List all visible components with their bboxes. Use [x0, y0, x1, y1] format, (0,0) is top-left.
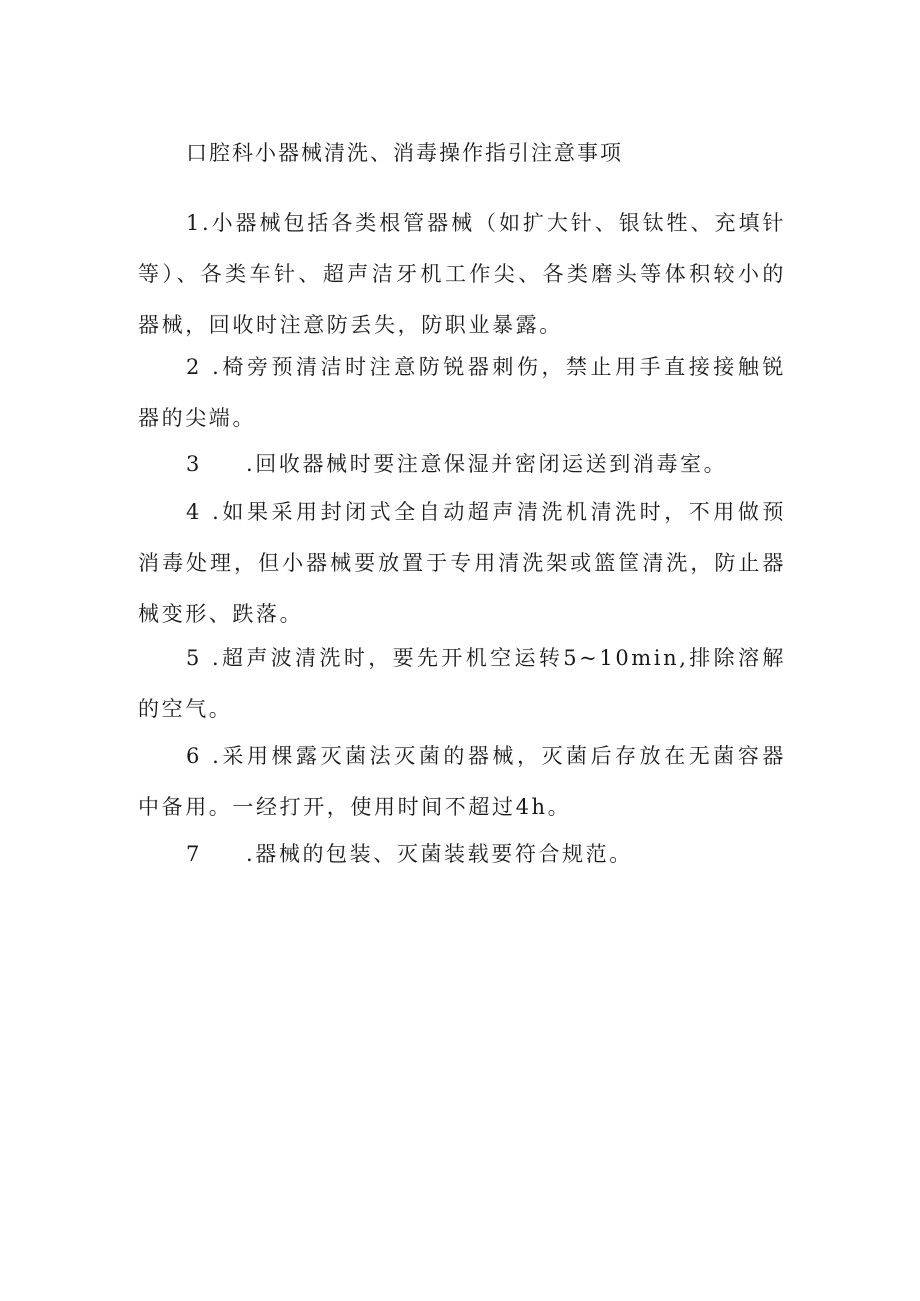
- item-text: .回收器械时要注意保湿并密闭运送到消毒室。: [245, 452, 728, 476]
- item-text: 如果采用封闭式全自动超声清洗机清洗时，不用做预消毒处理，但小器械要放置于专用清洗架或篮筐清洗，防止器械变形、跌落。: [138, 500, 786, 626]
- item-text: 小器械包括各类根管器械（如扩大针、银钛牲、充填针等）、各类车针、超声洁牙机工作尖、各类磨头等体积较小的器械，回收时注意防丢失，防职业暴露。: [138, 211, 786, 337]
- list-item: [138, 439, 786, 490]
- item-number: 3: [186, 452, 202, 476]
- item-number: 1.: [186, 211, 212, 235]
- item-number: 7: [186, 842, 202, 866]
- item-text: .器械的包装、灭菌装载要符合规范。: [245, 842, 633, 866]
- list-item: [138, 198, 786, 351]
- item-number: 2 .: [186, 355, 222, 379]
- list-item: [138, 487, 786, 640]
- item-text: 超声波清洗时，要先开机空运转5~10min,排除溶解的空气。: [138, 646, 786, 721]
- list-item: [138, 731, 786, 833]
- list-item: [138, 829, 786, 880]
- item-text: 椅旁预清洁时注意防锐器刺伤，禁止用手直接接触锐器的尖端。: [138, 355, 786, 430]
- item-text: 采用棵露灭菌法灭菌的器械，灭菌后存放在无菌容器中备用。一经打开，使用时间不超过4h。: [138, 744, 786, 819]
- list-item: [138, 633, 786, 735]
- item-number: 6 .: [186, 744, 222, 768]
- item-number: 4 .: [186, 500, 222, 524]
- document-title: 口腔科小器械清洗、消毒操作指引注意事项: [186, 141, 623, 165]
- list-item: [138, 342, 786, 444]
- item-number: 5 .: [186, 646, 222, 670]
